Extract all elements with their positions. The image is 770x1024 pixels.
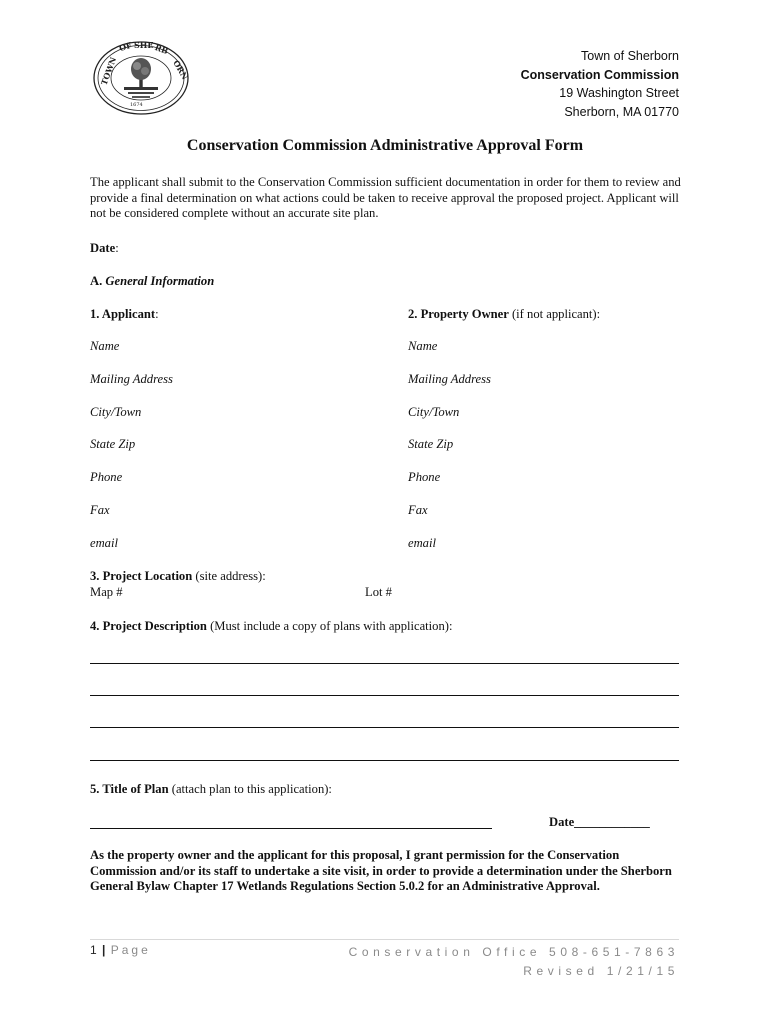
owner-state-zip-field[interactable]: State Zip xyxy=(408,437,454,451)
svg-text:RB: RB xyxy=(153,42,170,57)
section-a-heading xyxy=(90,273,214,289)
title-of-plan-heading xyxy=(90,781,332,797)
footer-separator: | xyxy=(102,943,107,957)
owner-heading-note: (if not applicant): xyxy=(508,307,601,321)
intro-paragraph: The applicant shall submit to the Conservation Commission sufficient documentation in order for them to review and provide a final determination on what actions could be taken to receive approval the proposed project. Applicant will not be considered complete without an accurate site plan. xyxy=(90,175,681,221)
footer-revised-date: Revised 1/21/15 xyxy=(523,963,679,978)
svg-text:1674: 1674 xyxy=(130,102,143,108)
description-line-2[interactable] xyxy=(90,695,679,696)
owner-city-town-field[interactable]: City/Town xyxy=(408,405,460,419)
date-field[interactable] xyxy=(90,240,119,256)
applicant-name-field[interactable]: Name xyxy=(90,339,120,353)
header-street: 19 Washington Street xyxy=(559,86,679,100)
applicant-phone-field[interactable]: Phone xyxy=(90,470,123,484)
form-title: Conservation Commission Administrative Approval Form xyxy=(186,137,584,154)
applicant-mailing-address-field[interactable]: Mailing Address xyxy=(90,372,173,386)
applicant-state-zip-field[interactable]: State Zip xyxy=(90,437,136,451)
footer-page-indicator xyxy=(90,943,151,957)
title-of-plan-note: (attach plan to this application): xyxy=(168,782,332,796)
project-description-note: (Must include a copy of plans with application): xyxy=(206,619,453,633)
footer-page-number: 1 xyxy=(90,943,98,957)
date-colon: : xyxy=(115,241,119,255)
owner-phone-field[interactable]: Phone xyxy=(408,470,441,484)
applicant-fax-field[interactable]: Fax xyxy=(90,503,110,517)
footer-page-word: Page xyxy=(110,943,151,957)
title-of-plan-line[interactable] xyxy=(90,828,492,829)
owner-email-field[interactable]: email xyxy=(408,536,436,550)
project-location-heading-text: 3. Project Location xyxy=(90,569,193,583)
header-town: Town of Sherborn xyxy=(581,49,679,63)
title-of-plan-heading-text: 5. Title of Plan xyxy=(90,782,169,796)
project-location-note: (site address): xyxy=(192,569,266,583)
svg-text:ORN: ORN xyxy=(171,58,190,82)
header-address-block xyxy=(521,47,679,121)
applicant-heading xyxy=(90,306,159,322)
project-location-heading xyxy=(90,568,266,584)
footer-office-info xyxy=(349,943,679,980)
project-description-heading xyxy=(90,618,452,634)
applicant-city-town-field[interactable]: City/Town xyxy=(90,405,142,419)
description-line-1[interactable] xyxy=(90,663,679,664)
permission-statement: As the property owner and the applicant for this proposal, I grant permission for the Conservation Commission and/or its staff to undertake a site visit, in order to provide a determination under the Sherborn General Bylaw Chapter 17 Wetlands Regulations Section 5.0.2 for an Administrative Approval. xyxy=(90,848,672,894)
applicant-email-field[interactable]: email xyxy=(90,536,118,550)
section-a-prefix: A. xyxy=(90,274,106,288)
header-commission: Conservation Commission xyxy=(520,67,679,82)
plan-date-field[interactable]: Date____________ xyxy=(549,815,650,829)
map-number-field[interactable]: Map # xyxy=(90,585,123,599)
svg-text:TOWN: TOWN xyxy=(98,55,119,87)
owner-name-field[interactable]: Name xyxy=(408,339,438,353)
description-line-4[interactable] xyxy=(90,760,679,761)
description-line-3[interactable] xyxy=(90,727,679,728)
lot-number-field[interactable]: Lot # xyxy=(365,585,392,599)
owner-heading xyxy=(408,306,600,322)
applicant-heading-colon: : xyxy=(155,307,159,321)
applicant-heading-text: 1. Applicant xyxy=(90,307,156,321)
town-seal-logo xyxy=(92,40,190,116)
header-city-state: Sherborn, MA 01770 xyxy=(564,104,679,119)
date-label: Date xyxy=(90,241,116,255)
svg-text:OF: OF xyxy=(117,40,133,54)
section-a-label: General Information xyxy=(105,274,215,288)
svg-text:SHE: SHE xyxy=(134,40,154,50)
owner-mailing-address-field[interactable]: Mailing Address xyxy=(408,372,491,386)
footer-divider xyxy=(90,939,679,940)
project-description-heading-text: 4. Project Description xyxy=(90,619,207,633)
owner-heading-text: 2. Property Owner xyxy=(408,307,509,321)
owner-fax-field[interactable]: Fax xyxy=(408,503,428,517)
footer-office-phone: Conservation Office 508-651-7863 xyxy=(348,945,679,959)
